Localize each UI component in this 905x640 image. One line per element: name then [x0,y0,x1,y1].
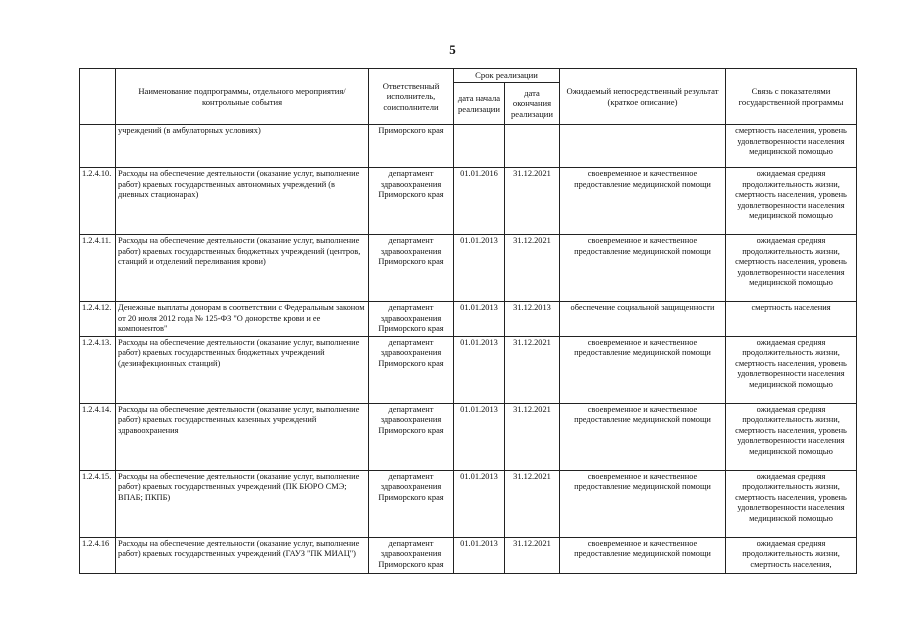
header-result: Ожидаемый непосредственный результат (краткое описание) [560,69,726,125]
header-executor: Ответственный исполнитель, соисполнители [369,69,454,125]
row-start-date: 01.01.2016 [454,168,505,235]
row-end-date: 31.12.2013 [505,302,560,337]
table-row [80,168,857,235]
row-executor: департамент здравоохранения Приморского края [369,537,454,573]
row-number: 1.2.4.12. [80,302,116,337]
row-link: смертность населения [726,302,857,337]
header-start: дата начала реализации [454,83,505,125]
row-result: своевременное и качественное предоставление медицинской помощи [560,235,726,302]
table-row [80,235,857,302]
row-link: ожидаемая средняя продолжительность жизни, смертность населения, уровень удовлетворенности населения медицинской помощью [726,235,857,302]
row-name: учреждений (в амбулаторных условиях) [116,125,369,168]
row-name: Расходы на обеспечение деятельности (оказание услуг, выполнение работ) краевых государственных бюджетных учреждений (дезинфекционных станций) [116,336,369,403]
row-number: 1.2.4.13. [80,336,116,403]
row-name: Расходы на обеспечение деятельности (оказание услуг, выполнение работ) краевых государственных учреждений (ГАУЗ "ПК МИАЦ") [116,537,369,573]
row-name: Денежные выплаты донорам в соответствии с Федеральным законом от 20 июля 2012 года № 125-ФЗ "О донорстве крови и ее компонентов" [116,302,369,337]
row-start-date: 01.01.2013 [454,302,505,337]
row-start-date: 01.01.2013 [454,470,505,537]
row-start-date: 01.01.2013 [454,336,505,403]
row-number: 1.2.4.14. [80,403,116,470]
header-row [80,69,857,83]
row-link: ожидаемая средняя продолжительность жизни, смертность населения, уровень удовлетворенности населения медицинской помощью [726,403,857,470]
row-end-date [505,125,560,168]
row-result: своевременное и качественное предоставление медицинской помощи [560,403,726,470]
row-end-date: 31.12.2021 [505,470,560,537]
row-number: 1.2.4.16 [80,537,116,573]
row-name: Расходы на обеспечение деятельности (оказание услуг, выполнение работ) краевых государственных бюджетных учреждений (центров, станций и отделений переливания крови) [116,235,369,302]
header-number [80,69,116,125]
row-result: своевременное и качественное предоставление медицинской помощи [560,168,726,235]
row-executor: департамент здравоохранения Приморского края [369,470,454,537]
page-number: 5 [449,42,456,57]
row-result: своевременное и качественное предоставление медицинской помощи [560,336,726,403]
table-row [80,537,857,573]
table-row [80,302,857,337]
row-end-date: 31.12.2021 [505,235,560,302]
row-start-date: 01.01.2013 [454,403,505,470]
row-result [560,125,726,168]
row-executor: департамент здравоохранения Приморского края [369,302,454,337]
row-start-date: 01.01.2013 [454,235,505,302]
row-link: ожидаемая средняя продолжительность жизни, смертность населения, [726,537,857,573]
row-link: смертность населения, уровень удовлетворенности населения медицинской помощью [726,125,857,168]
row-result: своевременное и качественное предоставление медицинской помощи [560,537,726,573]
row-end-date: 31.12.2021 [505,168,560,235]
row-end-date: 31.12.2021 [505,336,560,403]
row-start-date: 01.01.2013 [454,537,505,573]
row-result: своевременное и качественное предоставление медицинской помощи [560,470,726,537]
table-row [80,125,857,168]
header-term: Срок реализации [454,69,560,83]
header-end: дата окончания реализации [505,83,560,125]
header-name: Наименование подпрограммы, отдельного мероприятия/контрольные события [116,69,369,125]
row-link: ожидаемая средняя продолжительность жизни, смертность населения, уровень удовлетворенности населения медицинской помощью [726,168,857,235]
row-executor: Приморского края [369,125,454,168]
row-name: Расходы на обеспечение деятельности (оказание услуг, выполнение работ) краевых государственных учреждений (ПК БЮРО СМЭ; ВПАБ; ПКПБ) [116,470,369,537]
table-row [80,403,857,470]
row-number: 1.2.4.11. [80,235,116,302]
table-row [80,470,857,537]
row-number: 1.2.4.15. [80,470,116,537]
row-start-date [454,125,505,168]
row-number: 1.2.4.10. [80,168,116,235]
row-end-date: 31.12.2021 [505,403,560,470]
row-executor: департамент здравоохранения Приморского края [369,168,454,235]
row-name: Расходы на обеспечение деятельности (оказание услуг, выполнение работ) краевых государственных автономных учреждений (в дневных стационарах) [116,168,369,235]
row-link: ожидаемая средняя продолжительность жизни, смертность населения, уровень удовлетворенности населения медицинской помощью [726,336,857,403]
row-executor: департамент здравоохранения Приморского края [369,403,454,470]
row-link: ожидаемая средняя продолжительность жизни, смертность населения, уровень удовлетворенности населения медицинской помощью [726,470,857,537]
table-row [80,336,857,403]
row-executor: департамент здравоохранения Приморского края [369,336,454,403]
row-result: обеспечение социальной защищенности [560,302,726,337]
program-table [79,68,857,574]
header-link: Связь с показателями государственной программы [726,69,857,125]
row-executor: департамент здравоохранения Приморского края [369,235,454,302]
row-number [80,125,116,168]
row-end-date: 31.12.2021 [505,537,560,573]
row-name: Расходы на обеспечение деятельности (оказание услуг, выполнение работ) краевых государственных казенных учреждений здравоохранения [116,403,369,470]
